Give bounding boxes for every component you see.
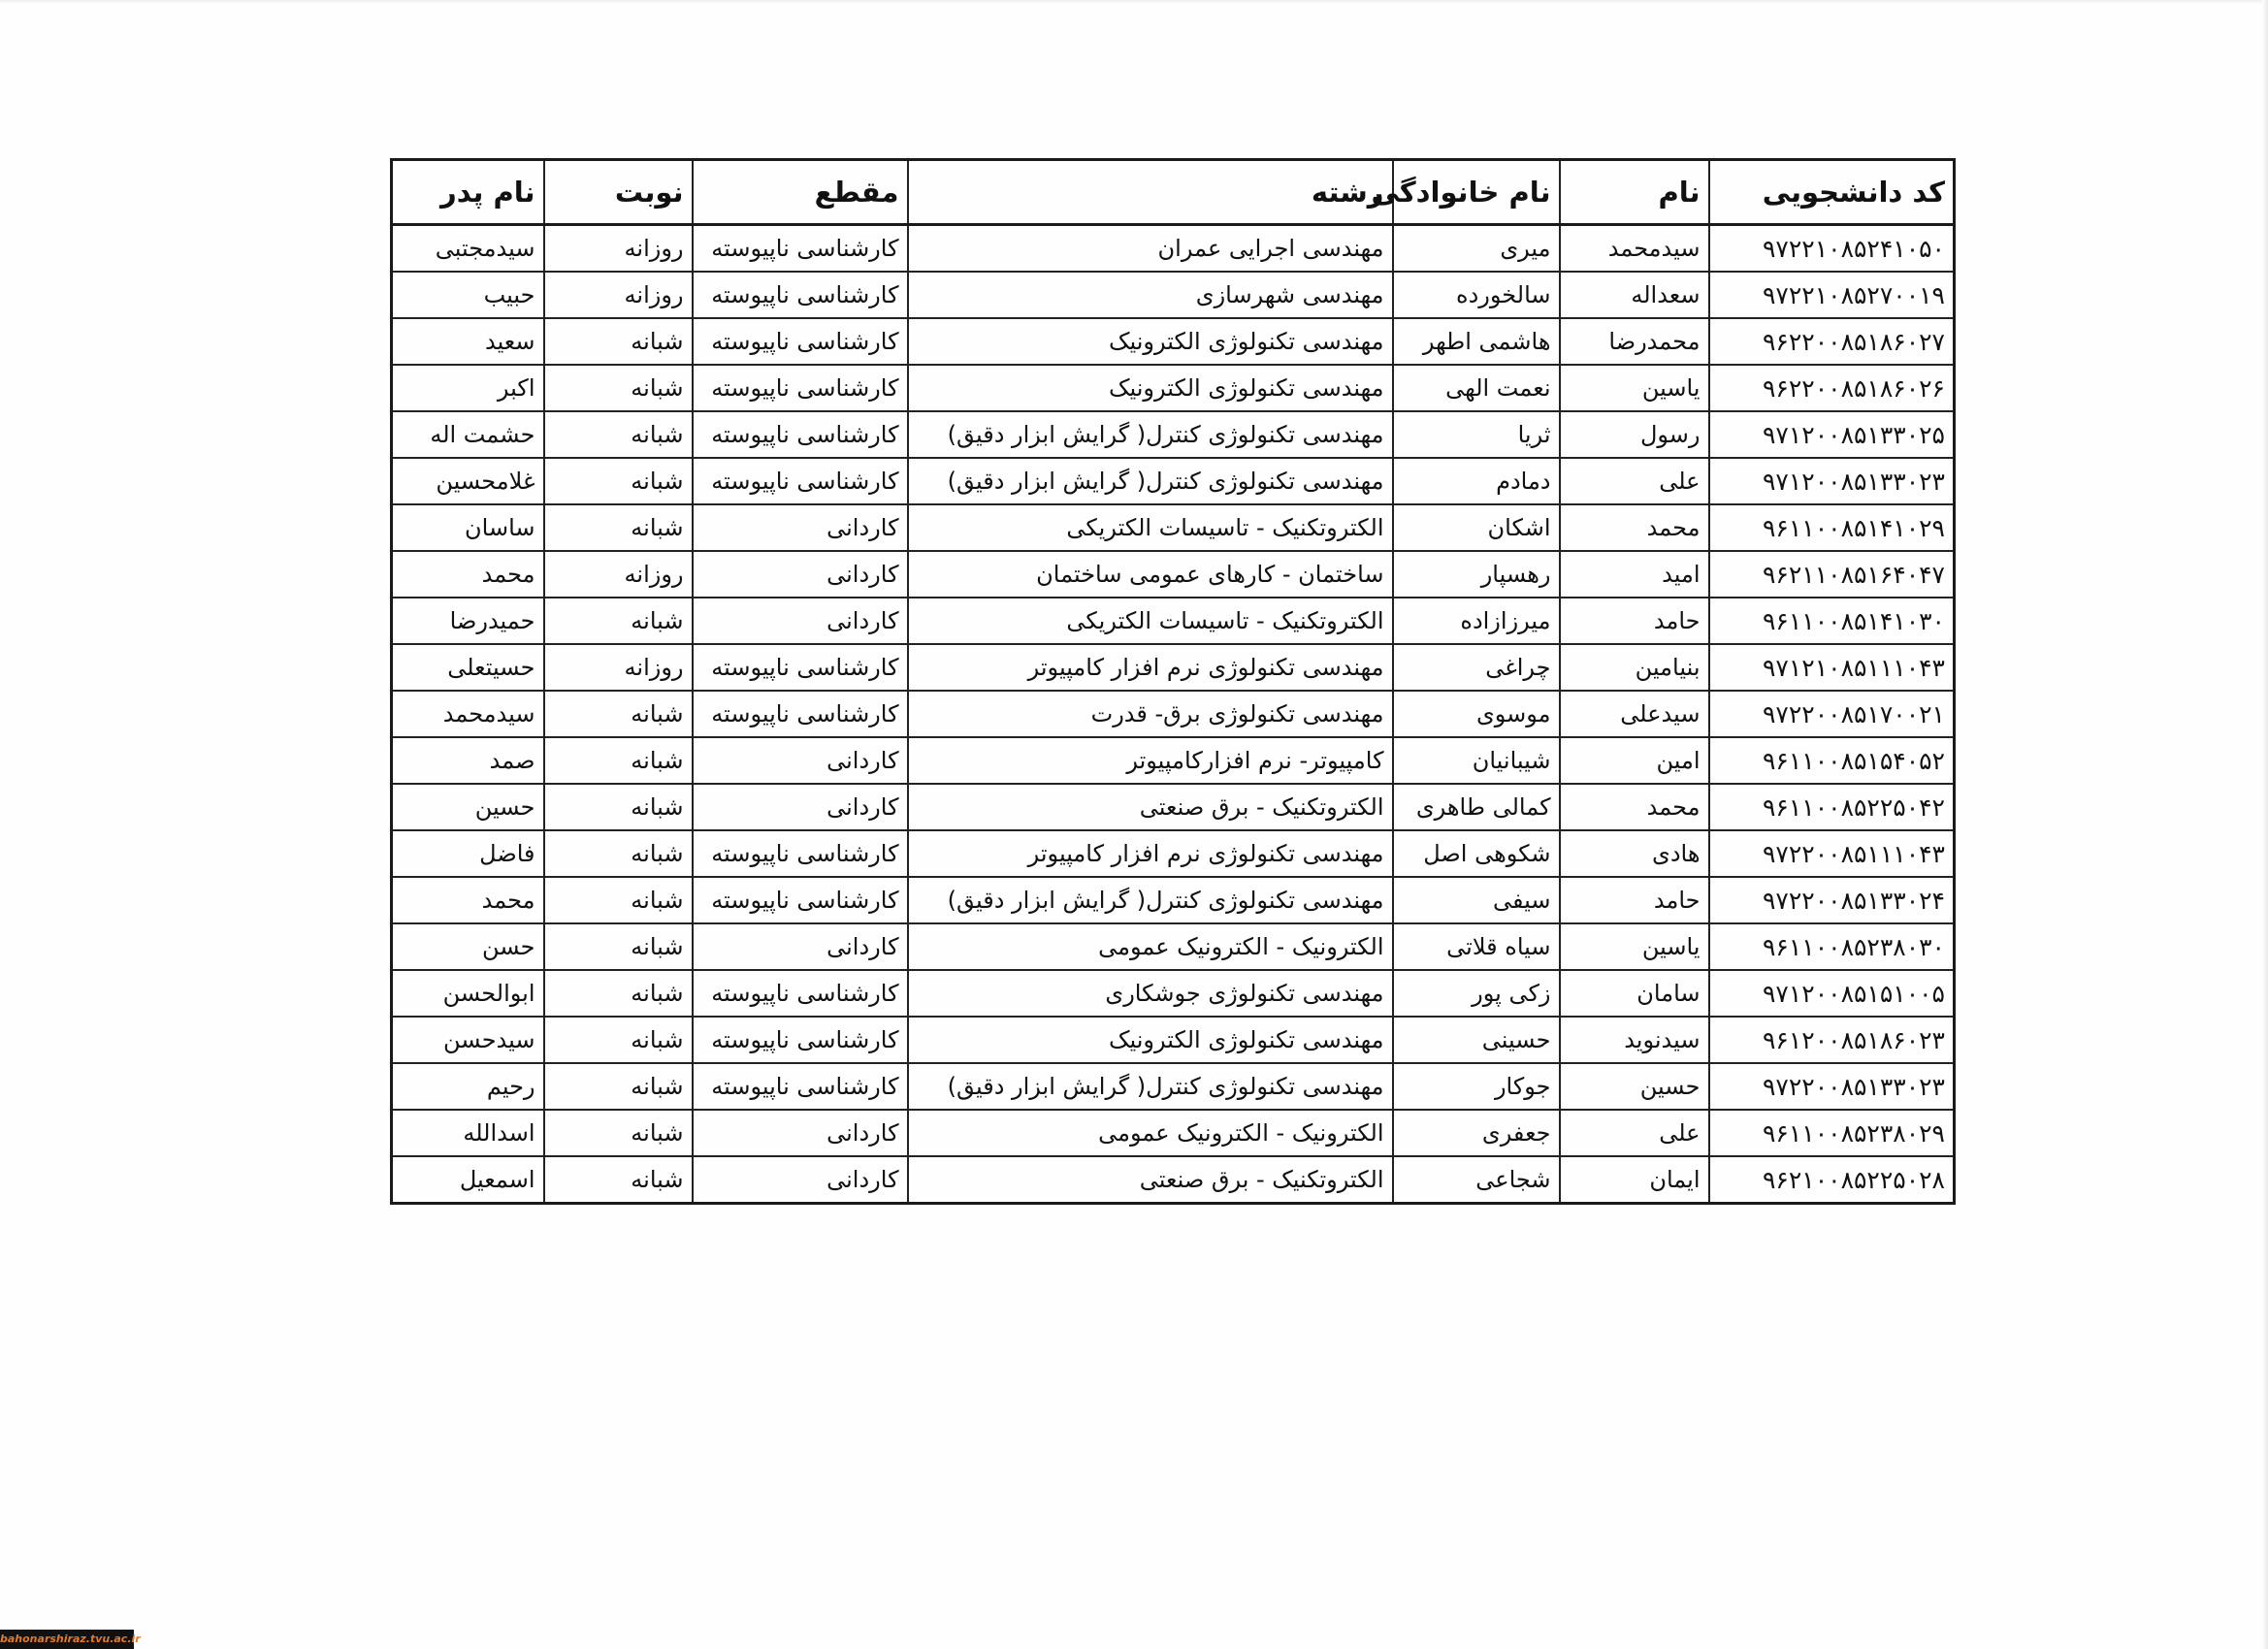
table-row <box>392 830 1955 877</box>
cell-last-name: کمالی طاهری <box>1393 784 1560 830</box>
cell-student-code: ۹۶۱۱۰۰۸۵۲۳۸۰۲۹ <box>1709 1110 1955 1156</box>
table-row <box>392 784 1955 830</box>
cell-degree-level: کاردانی <box>693 1110 908 1156</box>
cell-degree-level: کارشناسی ناپیوسته <box>693 970 908 1017</box>
cell-father-name: اکبر <box>392 365 544 411</box>
cell-student-code: ۹۷۱۲۱۰۸۵۱۱۱۰۴۳ <box>1709 644 1955 691</box>
cell-degree-level: کارشناسی ناپیوسته <box>693 365 908 411</box>
cell-first-name: محمد <box>1560 784 1709 830</box>
cell-degree-level: کارشناسی ناپیوسته <box>693 411 908 458</box>
cell-last-name: میرزازاده <box>1393 598 1560 644</box>
cell-father-name: محمد <box>392 551 544 598</box>
cell-major: الکتروتکنیک - تاسیسات الکتریکی <box>908 504 1393 551</box>
cell-last-name: سالخورده <box>1393 272 1560 318</box>
cell-major: مهندسی تکنولوژی جوشکاری <box>908 970 1393 1017</box>
header-shift: نوبت <box>544 160 693 225</box>
cell-first-name: محمدرضا <box>1560 318 1709 365</box>
cell-first-name: حامد <box>1560 598 1709 644</box>
cell-father-name: حسین <box>392 784 544 830</box>
cell-student-code: ۹۷۲۲۰۰۸۵۱۳۳۰۲۳ <box>1709 1063 1955 1110</box>
cell-degree-level: کارشناسی ناپیوسته <box>693 1017 908 1063</box>
students-table <box>390 158 1956 1205</box>
cell-student-code: ۹۶۲۲۰۰۸۵۱۸۶۰۲۶ <box>1709 365 1955 411</box>
cell-degree-level: کاردانی <box>693 737 908 784</box>
cell-father-name: سعید <box>392 318 544 365</box>
table-row <box>392 365 1955 411</box>
cell-shift: شبانه <box>544 504 693 551</box>
cell-shift: شبانه <box>544 784 693 830</box>
table-row <box>392 411 1955 458</box>
cell-first-name: هادی <box>1560 830 1709 877</box>
cell-student-code: ۹۷۱۲۰۰۸۵۱۵۱۰۰۵ <box>1709 970 1955 1017</box>
site-watermark: bahonarshiraz.tvu.ac.ir <box>0 1630 134 1649</box>
cell-father-name: حشمت اله <box>392 411 544 458</box>
table-row <box>392 1017 1955 1063</box>
cell-first-name: سامان <box>1560 970 1709 1017</box>
cell-student-code: ۹۷۱۲۰۰۸۵۱۳۳۰۲۵ <box>1709 411 1955 458</box>
cell-last-name: جعفری <box>1393 1110 1560 1156</box>
cell-shift: شبانه <box>544 830 693 877</box>
cell-shift: شبانه <box>544 691 693 737</box>
cell-major: الکتروتکنیک - برق صنعتی <box>908 784 1393 830</box>
cell-student-code: ۹۶۱۱۰۰۸۵۱۴۱۰۲۹ <box>1709 504 1955 551</box>
cell-last-name: ثریا <box>1393 411 1560 458</box>
cell-father-name: اسدالله <box>392 1110 544 1156</box>
table-row <box>392 644 1955 691</box>
table-row <box>392 598 1955 644</box>
cell-major: الکترونیک - الکترونیک عمومی <box>908 1110 1393 1156</box>
cell-shift: شبانه <box>544 1110 693 1156</box>
cell-major: مهندسی تکنولوژی الکترونیک <box>908 1017 1393 1063</box>
cell-shift: شبانه <box>544 1156 693 1204</box>
header-last-name: نام خانوادگی <box>1393 160 1560 225</box>
cell-degree-level: کارشناسی ناپیوسته <box>693 272 908 318</box>
cell-father-name: سیدمجتبی <box>392 225 544 273</box>
cell-last-name: دمادم <box>1393 458 1560 504</box>
cell-first-name: علی <box>1560 458 1709 504</box>
cell-shift: شبانه <box>544 1017 693 1063</box>
cell-shift: شبانه <box>544 598 693 644</box>
cell-student-code: ۹۷۲۲۰۰۸۵۱۷۰۰۲۱ <box>1709 691 1955 737</box>
cell-last-name: میری <box>1393 225 1560 273</box>
cell-degree-level: کارشناسی ناپیوسته <box>693 225 908 273</box>
cell-shift: شبانه <box>544 970 693 1017</box>
cell-father-name: محمد <box>392 877 544 923</box>
cell-student-code: ۹۶۲۱۱۰۸۵۱۶۴۰۴۷ <box>1709 551 1955 598</box>
table-header-row <box>392 160 1955 225</box>
cell-shift: روزانه <box>544 551 693 598</box>
cell-last-name: هاشمی اطهر <box>1393 318 1560 365</box>
cell-major: مهندسی تکنولوژی کنترل( گرایش ابزار دقیق) <box>908 1063 1393 1110</box>
cell-degree-level: کاردانی <box>693 1156 908 1204</box>
cell-first-name: حامد <box>1560 877 1709 923</box>
cell-father-name: حمیدرضا <box>392 598 544 644</box>
cell-degree-level: کاردانی <box>693 598 908 644</box>
table-row <box>392 551 1955 598</box>
cell-first-name: محمد <box>1560 504 1709 551</box>
cell-major: مهندسی تکنولوژی کنترل( گرایش ابزار دقیق) <box>908 877 1393 923</box>
cell-major: مهندسی تکنولوژی نرم افزار کامپیوتر <box>908 644 1393 691</box>
cell-last-name: سیاه قلاتی <box>1393 923 1560 970</box>
scan-edge-right <box>2262 0 2268 1649</box>
cell-last-name: چراغی <box>1393 644 1560 691</box>
cell-major: الکترونیک - الکترونیک عمومی <box>908 923 1393 970</box>
cell-shift: شبانه <box>544 365 693 411</box>
cell-major: ساختمان - کارهای عمومی ساختمان <box>908 551 1393 598</box>
cell-degree-level: کارشناسی ناپیوسته <box>693 830 908 877</box>
cell-father-name: فاضل <box>392 830 544 877</box>
table-row <box>392 318 1955 365</box>
cell-father-name: سیدمحمد <box>392 691 544 737</box>
cell-student-code: ۹۶۲۲۰۰۸۵۱۸۶۰۲۷ <box>1709 318 1955 365</box>
cell-last-name: سیفی <box>1393 877 1560 923</box>
cell-major: مهندسی تکنولوژی الکترونیک <box>908 365 1393 411</box>
cell-shift: روزانه <box>544 644 693 691</box>
cell-degree-level: کاردانی <box>693 923 908 970</box>
cell-major: مهندسی تکنولوژی نرم افزار کامپیوتر <box>908 830 1393 877</box>
cell-degree-level: کاردانی <box>693 784 908 830</box>
table-row <box>392 225 1955 273</box>
cell-first-name: امین <box>1560 737 1709 784</box>
cell-first-name: سیدمحمد <box>1560 225 1709 273</box>
cell-last-name: رهسپار <box>1393 551 1560 598</box>
cell-shift: روزانه <box>544 272 693 318</box>
table-row <box>392 1156 1955 1204</box>
cell-shift: شبانه <box>544 318 693 365</box>
cell-degree-level: کارشناسی ناپیوسته <box>693 644 908 691</box>
cell-last-name: شجاعی <box>1393 1156 1560 1204</box>
cell-degree-level: کارشناسی ناپیوسته <box>693 458 908 504</box>
header-first-name: نام <box>1560 160 1709 225</box>
cell-degree-level: کاردانی <box>693 504 908 551</box>
cell-father-name: اسمعیل <box>392 1156 544 1204</box>
cell-major: مهندسی اجرایی عمران <box>908 225 1393 273</box>
cell-shift: شبانه <box>544 877 693 923</box>
table-row <box>392 877 1955 923</box>
cell-shift: شبانه <box>544 923 693 970</box>
cell-student-code: ۹۷۲۲۰۰۸۵۱۱۱۰۴۳ <box>1709 830 1955 877</box>
cell-last-name: شیبانیان <box>1393 737 1560 784</box>
cell-last-name: زکی پور <box>1393 970 1560 1017</box>
header-degree-level: مقطع <box>693 160 908 225</box>
table-row <box>392 737 1955 784</box>
cell-last-name: جوکار <box>1393 1063 1560 1110</box>
cell-father-name: حبیب <box>392 272 544 318</box>
cell-shift: شبانه <box>544 1063 693 1110</box>
table-row <box>392 923 1955 970</box>
cell-major: مهندسی تکنولوژی الکترونیک <box>908 318 1393 365</box>
cell-major: مهندسی تکنولوژی کنترل( گرایش ابزار دقیق) <box>908 411 1393 458</box>
cell-father-name: غلامحسین <box>392 458 544 504</box>
cell-major: مهندسی تکنولوژی برق- قدرت <box>908 691 1393 737</box>
cell-last-name: شکوهی اصل <box>1393 830 1560 877</box>
cell-student-code: ۹۶۱۱۰۰۸۵۲۳۸۰۳۰ <box>1709 923 1955 970</box>
cell-degree-level: کارشناسی ناپیوسته <box>693 318 908 365</box>
cell-first-name: علی <box>1560 1110 1709 1156</box>
table-row <box>392 458 1955 504</box>
cell-major: مهندسی تکنولوژی کنترل( گرایش ابزار دقیق) <box>908 458 1393 504</box>
header-major: رشته <box>908 160 1393 225</box>
cell-first-name: رسول <box>1560 411 1709 458</box>
cell-major: مهندسی شهرسازی <box>908 272 1393 318</box>
cell-degree-level: کاردانی <box>693 551 908 598</box>
header-student-code: کد دانشجویی <box>1709 160 1955 225</box>
cell-first-name: حسین <box>1560 1063 1709 1110</box>
cell-first-name: سیدنوید <box>1560 1017 1709 1063</box>
cell-student-code: ۹۶۱۱۰۰۸۵۲۲۵۰۴۲ <box>1709 784 1955 830</box>
cell-student-code: ۹۷۲۲۱۰۸۵۲۷۰۰۱۹ <box>1709 272 1955 318</box>
cell-shift: شبانه <box>544 458 693 504</box>
cell-degree-level: کارشناسی ناپیوسته <box>693 1063 908 1110</box>
cell-first-name: سیدعلی <box>1560 691 1709 737</box>
cell-first-name: امید <box>1560 551 1709 598</box>
cell-student-code: ۹۷۲۲۱۰۸۵۲۴۱۰۵۰ <box>1709 225 1955 273</box>
cell-first-name: ایمان <box>1560 1156 1709 1204</box>
cell-father-name: ساسان <box>392 504 544 551</box>
cell-student-code: ۹۶۲۱۰۰۸۵۲۲۵۰۲۸ <box>1709 1156 1955 1204</box>
cell-shift: روزانه <box>544 225 693 273</box>
header-father-name: نام پدر <box>392 160 544 225</box>
table-row <box>392 691 1955 737</box>
cell-father-name: حسیتعلی <box>392 644 544 691</box>
cell-student-code: ۹۶۱۱۰۰۸۵۱۵۴۰۵۲ <box>1709 737 1955 784</box>
cell-shift: شبانه <box>544 737 693 784</box>
cell-last-name: حسینی <box>1393 1017 1560 1063</box>
cell-student-code: ۹۷۱۲۰۰۸۵۱۳۳۰۲۳ <box>1709 458 1955 504</box>
cell-last-name: موسوی <box>1393 691 1560 737</box>
cell-student-code: ۹۷۲۲۰۰۸۵۱۳۳۰۲۴ <box>1709 877 1955 923</box>
cell-father-name: رحیم <box>392 1063 544 1110</box>
table-row <box>392 970 1955 1017</box>
cell-first-name: یاسین <box>1560 923 1709 970</box>
cell-father-name: حسن <box>392 923 544 970</box>
table-row <box>392 272 1955 318</box>
cell-major: کامپیوتر- نرم افزارکامپیوتر <box>908 737 1393 784</box>
table-row <box>392 1110 1955 1156</box>
cell-last-name: اشکان <box>1393 504 1560 551</box>
cell-degree-level: کارشناسی ناپیوسته <box>693 877 908 923</box>
table-row <box>392 1063 1955 1110</box>
cell-major: الکتروتکنیک - برق صنعتی <box>908 1156 1393 1204</box>
cell-father-name: صمد <box>392 737 544 784</box>
cell-degree-level: کارشناسی ناپیوسته <box>693 691 908 737</box>
cell-first-name: یاسین <box>1560 365 1709 411</box>
cell-shift: شبانه <box>544 411 693 458</box>
cell-father-name: ابوالحسن <box>392 970 544 1017</box>
scan-edge-top <box>0 0 2268 4</box>
cell-major: الکتروتکنیک - تاسیسات الکتریکی <box>908 598 1393 644</box>
cell-student-code: ۹۶۱۱۰۰۸۵۱۴۱۰۳۰ <box>1709 598 1955 644</box>
cell-first-name: بنیامین <box>1560 644 1709 691</box>
cell-last-name: نعمت الهی <box>1393 365 1560 411</box>
cell-father-name: سیدحسن <box>392 1017 544 1063</box>
cell-first-name: سعداله <box>1560 272 1709 318</box>
table-row <box>392 504 1955 551</box>
cell-student-code: ۹۶۱۲۰۰۸۵۱۸۶۰۲۳ <box>1709 1017 1955 1063</box>
